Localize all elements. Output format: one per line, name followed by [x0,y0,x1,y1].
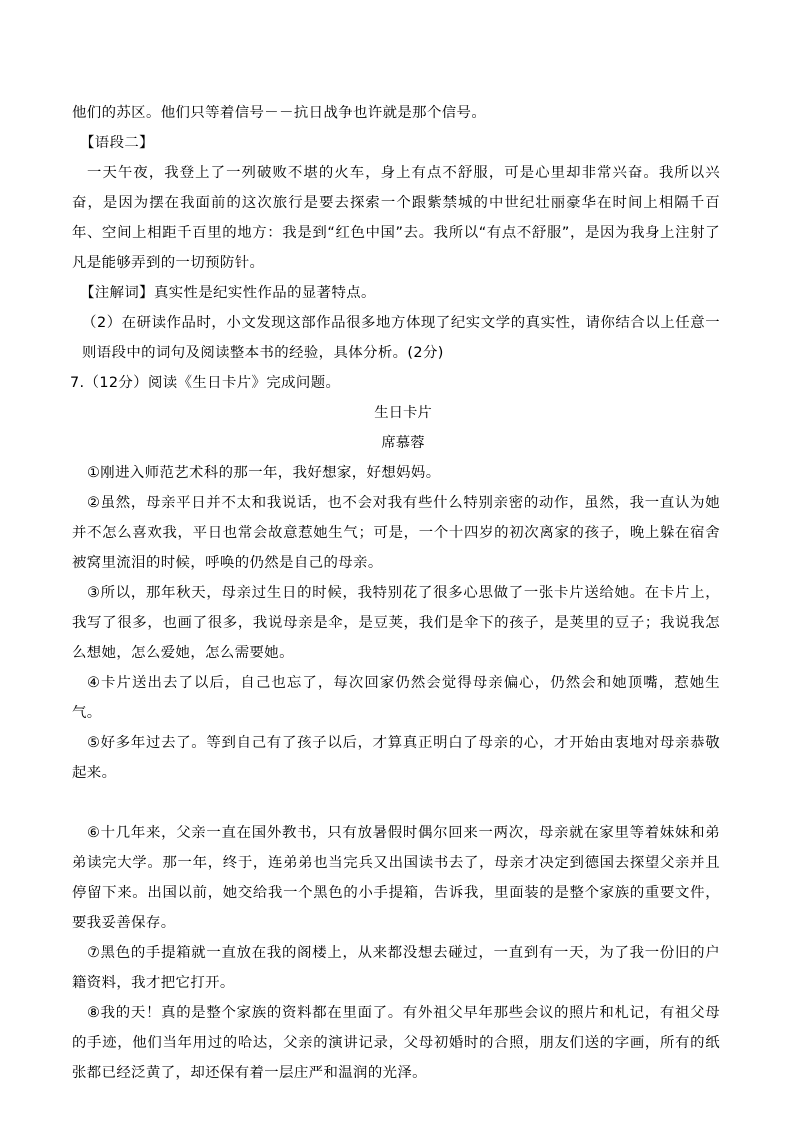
article-title: 生日卡片 [374,405,432,421]
question-2: （2）在研读作品时，小文发现这部作品很多地方体现了纪实文学的真实性，请你结合以上任意一则语段中的词句及阅读整本书的经验，具体分析。(2分) [82,315,720,361]
paragraph-6: ⑥十几年来，父亲一直在国外教书，只有放暑假时偶尔回来一两次，母亲就在家里等着妹妹和弟弟读完大学。那一年，终于，连弟弟也当完兵又出国读书去了，母亲才决定到德国去探望父亲并且停留下来。出国以前，她交给我一个黑色的小手提箱，告诉我，里面装的是整个家族的重要文件，要我妥善保存。 [72,825,720,931]
section-paragraph: 一天午夜，我登上了一列破败不堪的火车，身上有点不舒服，可是心里却非常兴奋。我所以兴奋，是因为摆在我面前的这次旅行是要去探索一个跟紫禁城的中世纪壮丽豪华在时间上相隔千百年、空间上相距千百里的地方：我是到“红色中国”去。我所以“有点不舒服”，是因为我身上注射了凡是能够弄到的一切预防针。 [72,165,720,271]
paragraph-3: ③所以，那年秋天，母亲过生日的时候，我特别花了很多心思做了一张卡片送给她。在卡片上，我写了很多，也画了很多，我说母亲是伞，是豆荚，我们是伞下的孩子，是荚里的豆子；我说我怎么想她，怎么爱她，怎么需要她。 [72,585,720,661]
blank-spacer [72,788,720,818]
section-label: 【语段二】 [80,135,154,151]
paragraph-7: ⑦黑色的手提箱就一直放在我的阁楼上，从来都没想去碰过，一直到有一天，为了我一份旧的户籍资料，我才把它打开。 [72,945,720,991]
paragraph-2: ②虽然，母亲平日并不太和我说话，也不会对我有些什么特别亲密的动作，虽然，我一直认为她并不怎么喜欢我，平日也常会故意惹她生气；可是，一个十四岁的初次离家的孩子，晚上躲在宿舍被窝里流泪的时候，呼唤的仍然是自己的母亲。 [72,495,720,571]
article-author: 席慕蓉 [381,435,425,451]
paragraph-8: ⑧我的天！真的是整个家族的资料都在里面了。有外祖父早年那些会议的照片和札记，有祖父母的手迹，他们当年用过的哈达，父亲的演讲记录，父母初婚时的合照，朋友们送的字画，所有的纸张都已经泛黄了，却还保有着一层庄严和温润的光泽。 [72,1005,720,1081]
document-page [72,98,720,1088]
question-7: 7.（12分）阅读《生日卡片》完成问题。 [70,375,341,391]
paragraph-4: ④卡片送出去了以后，自己也忘了，每次回家仍然会觉得母亲偏心，仍然会和她顶嘴，惹她生气。 [72,675,720,721]
continuation-line: 他们的苏区。他们只等着信号－－抗日战争也许就是那个信号。 [72,105,487,121]
annotation: 【注解词】真实性是纪实性作品的显著特点。 [80,285,376,301]
paragraph-1: ①刚进入师范艺术科的那一年，我好想家，好想妈妈。 [87,465,441,481]
paragraph-5: ⑤好多年过去了。等到自己有了孩子以后，才算真正明白了母亲的心，才开始由衷地对母亲恭敬起来。 [72,735,720,781]
